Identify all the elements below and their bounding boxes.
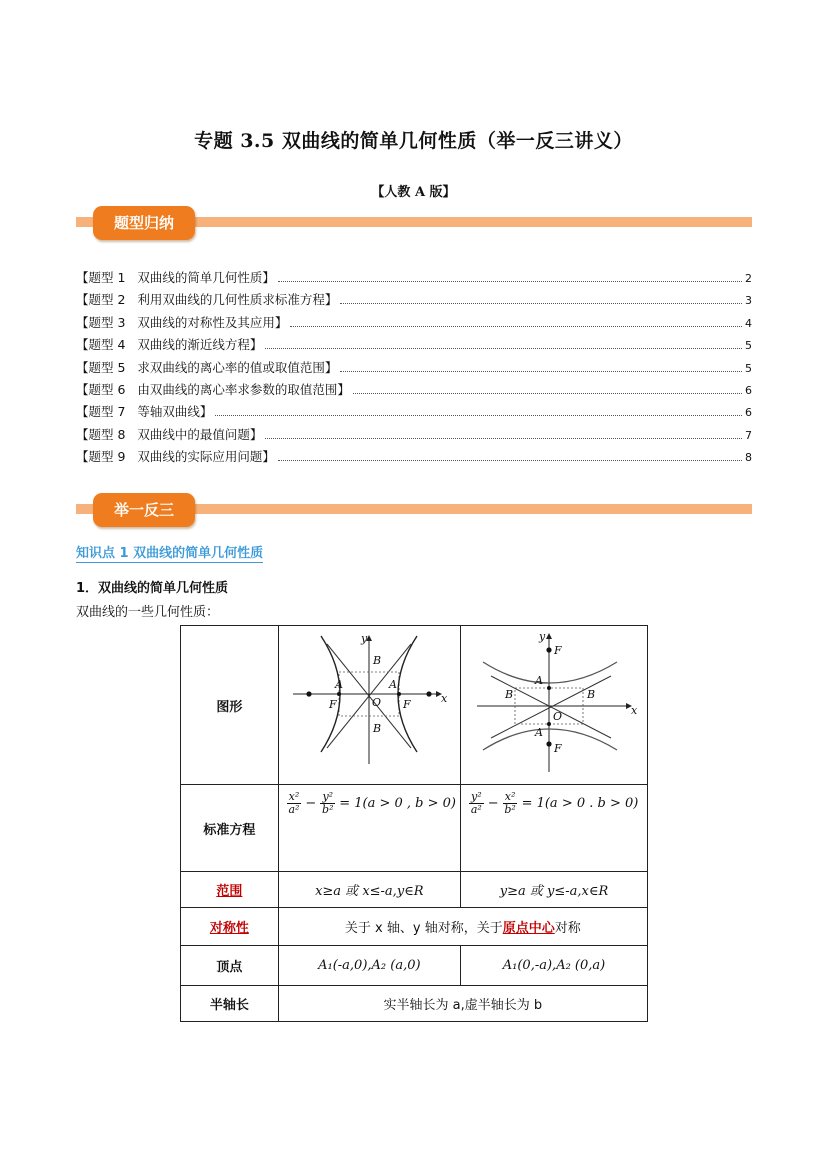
toc-item-page: 2 <box>745 272 752 285</box>
toc-item-label: 【题型 7 等轴双曲线】 <box>76 404 213 420</box>
hyperbola-y-figure <box>461 626 647 780</box>
toc-item-label: 【题型 3 双曲线的对称性及其应用】 <box>76 314 288 330</box>
toc-item-label: 【题型 6 由双曲线的离心率求参数的取值范围】 <box>76 381 350 397</box>
toc-leader-dots <box>265 438 742 439</box>
range-y: y≥a 或 y≤-a,x∈R <box>461 872 648 908</box>
label-b2: B <box>373 654 382 667</box>
label-f2: F <box>554 644 562 657</box>
toc-item-label: 【题型 9 双曲线的实际应用问题】 <box>76 449 275 465</box>
table-row <box>181 626 648 785</box>
table-row <box>181 908 648 946</box>
toc-item[interactable] <box>76 447 752 469</box>
toc-leader-dots <box>215 415 742 416</box>
toc-banner <box>76 206 752 240</box>
focus-point <box>307 691 312 696</box>
toc-leader-dots <box>290 326 742 327</box>
equation-x-tail: = 1(a > 0 , b > 0) <box>339 796 456 811</box>
label-b1: B <box>505 688 514 701</box>
edition-subtitle: 【人教 A 版】 <box>371 185 456 200</box>
equation-label: 标准方程 <box>181 785 279 872</box>
vertex-point <box>547 686 551 690</box>
vertex-point <box>397 692 401 696</box>
toc-item[interactable] <box>76 425 752 447</box>
toc-leader-dots <box>278 460 742 461</box>
vertex-point <box>337 692 341 696</box>
vertex-label: 顶点 <box>181 946 279 986</box>
label-origin: O <box>553 710 563 723</box>
toc-item-label: 【题型 2 利用双曲线的几何性质求标准方程】 <box>76 292 338 308</box>
table-row <box>181 785 648 872</box>
toc-item-page: 7 <box>745 428 752 442</box>
toc-item-page: 8 <box>745 451 752 465</box>
semi-axis-label: 半轴长 <box>181 986 279 1022</box>
toc-leader-dots <box>340 371 742 372</box>
toc-item[interactable] <box>76 290 752 312</box>
toc-item-label: 【题型 4 双曲线的渐近线方程】 <box>76 337 263 353</box>
label-a1: A <box>335 678 344 691</box>
semi-axis-value: 实半轴长为 a,虚半轴长为 b <box>278 986 647 1022</box>
upper-branch <box>483 662 617 683</box>
toc-item-label: 【题型 5 求双曲线的离心率的值或取值范围】 <box>76 359 338 375</box>
symmetry-value: 关于 x 轴、y 轴对称，关于原点中心对称 <box>278 908 647 946</box>
focus-point <box>546 647 551 652</box>
toc-item[interactable] <box>76 335 752 357</box>
banner-tag: 题型归纳 <box>93 206 195 240</box>
toc-item-page: 3 <box>745 294 752 308</box>
section-title: 1．双曲线的简单几何性质 <box>76 581 229 596</box>
toc-item-page: 6 <box>745 406 752 420</box>
equation-y-tail: = 1(a > 0 . b > 0) <box>521 796 639 811</box>
label-origin: O <box>372 696 382 709</box>
vertex-x: A₁(-a,0),A₂ (a,0) <box>278 946 460 986</box>
knowledge-point-link[interactable]: 知识点 1 双曲线的简单几何性质 <box>76 546 264 561</box>
toc-item[interactable] <box>76 402 752 424</box>
focus-point <box>427 691 432 696</box>
hyperbola-x-figure <box>281 626 457 780</box>
toc-item-label: 【题型 1 双曲线的简单几何性质】 <box>76 270 275 285</box>
toc-leader-dots <box>340 303 742 304</box>
toc-item-page: 4 <box>745 316 752 330</box>
main-banner <box>76 493 752 527</box>
toc-item-page: 6 <box>745 383 752 397</box>
range-label: 范围 <box>181 872 279 908</box>
label-b1: B <box>373 722 382 735</box>
label-f1: F <box>554 742 562 755</box>
symmetry-label: 对称性 <box>181 908 279 946</box>
vertex-point <box>547 722 551 726</box>
figure-cell-x <box>278 626 460 785</box>
label-y: y <box>361 632 368 645</box>
toc-item-label: 【题型 8 双曲线中的最值问题】 <box>76 426 263 442</box>
table-of-contents <box>76 268 752 470</box>
label-b2: B <box>587 688 596 701</box>
intro-text: 双曲线的一些几何性质： <box>76 605 220 620</box>
label-y: y <box>539 630 546 643</box>
range-x: x≥a 或 x≤-a,y∈R <box>278 872 460 908</box>
vertex-y: A₁(0,-a),A₂ (0,a) <box>461 946 648 986</box>
toc-item[interactable] <box>76 380 752 402</box>
label-x: x <box>631 704 638 717</box>
table-row <box>181 872 648 908</box>
toc-leader-dots <box>353 393 742 394</box>
figure-cell-y <box>461 626 648 785</box>
figure-label: 图形 <box>181 626 279 785</box>
table-row <box>181 946 648 986</box>
equation-x: $\frac{\text{x²}}{\text{a²}}$ − $\frac{\text{y²}}{\text{b²}}$ = 1(a > 0 , b > 0) <box>278 785 460 872</box>
toc-item-page: 5 <box>745 339 752 353</box>
focus-point <box>546 741 551 746</box>
toc-leader-dots <box>278 281 742 282</box>
label-f2: F <box>403 698 411 711</box>
banner-tag: 举一反三 <box>93 493 195 527</box>
label-x: x <box>441 692 448 705</box>
properties-table <box>180 625 648 1022</box>
table-row <box>181 986 648 1022</box>
label-a2: A <box>535 674 543 687</box>
toc-item[interactable] <box>76 358 752 380</box>
label-f1: F <box>329 698 337 711</box>
label-a2: A <box>389 678 398 691</box>
page-title: 专题 3.5 双曲线的简单几何性质（举一反三讲义） <box>194 130 633 152</box>
equation-y: $\frac{\text{y²}}{\text{a²}}$ − $\frac{\text{x²}}{\text{b²}}$ = 1(a > 0 . b > 0) <box>461 785 648 872</box>
label-a1: A <box>535 726 543 739</box>
toc-item[interactable] <box>76 268 752 290</box>
toc-leader-dots <box>265 348 742 349</box>
toc-item-page: 5 <box>745 361 752 375</box>
toc-item[interactable] <box>76 313 752 335</box>
origin-center-emphasis: 原点中心 <box>502 921 555 936</box>
